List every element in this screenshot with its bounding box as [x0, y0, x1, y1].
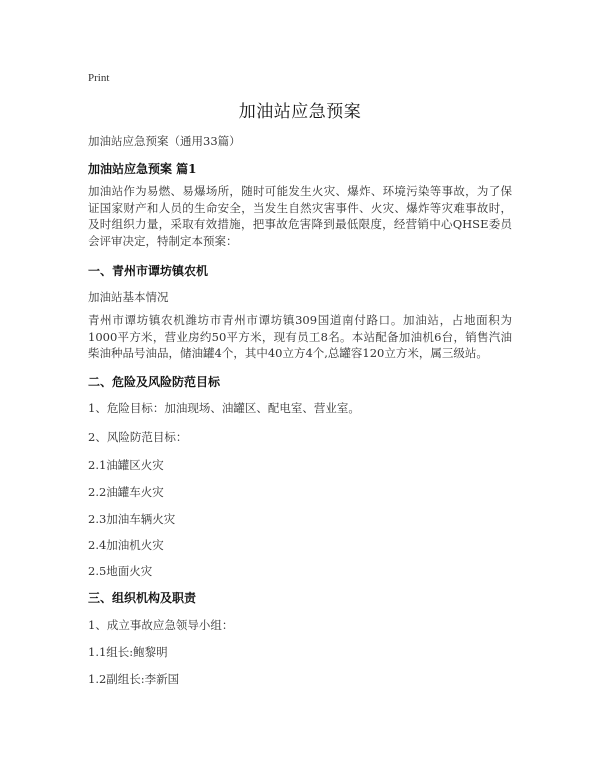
section2-item: 2.2油罐车火灾	[88, 485, 164, 499]
section2-item: 2.5地面火灾	[88, 564, 153, 578]
section3-item: 1.1组长:鲍黎明	[88, 645, 168, 659]
section2-item: 2.4加油机火灾	[88, 538, 164, 552]
section2-item: 2.1油罐区火灾	[88, 458, 164, 472]
section1-paragraph: 青州市谭坊镇农机潍坊市青州市谭坊镇309国道南付路口。加油站，占地面积为1000平方米，营业房约50平方米，现有员工8名。本站配备加油机6台，销售汽油柴油种品号油品，储油罐4个，其中40立方4个,总罐容120立方米，属三级站。	[88, 313, 512, 360]
section2-item: 2、风险防范目标：	[88, 430, 188, 444]
print-link[interactable]: Print	[88, 72, 110, 84]
part-heading: 加油站应急预案 篇1	[88, 162, 197, 176]
document-subtitle: 加油站应急预案（通用33篇）	[88, 134, 241, 148]
section3-heading: 三、组织机构及职责	[88, 591, 197, 605]
section2-item: 1、危险目标：加油现场、油罐区、配电室、营业室。	[88, 401, 360, 415]
section2-item: 2.3加油车辆火灾	[88, 512, 176, 526]
section1-subheading: 加油站基本情况	[88, 290, 169, 304]
section1-heading: 一、青州市谭坊镇农机	[88, 264, 209, 278]
section3-item: 1.2副组长:李新国	[88, 672, 180, 686]
section3-item: 1、成立事故应急领导小组：	[88, 618, 234, 632]
intro-paragraph: 加油站作为易燃、易爆场所，随时可能发生火灾、爆炸、环境污染等事故，为了保证国家财产和人员的生命安全，当发生自然灾害事件、火灾、爆炸等灾难事故时，及时组织力量，采取有效措施，把事故危害降到最低限度，经营销中心QHSE委员会评审决定，特制定本预案：	[88, 184, 512, 248]
section2-heading: 二、危险及风险防范目标	[88, 375, 221, 389]
document-title: 加油站应急预案	[238, 102, 362, 122]
